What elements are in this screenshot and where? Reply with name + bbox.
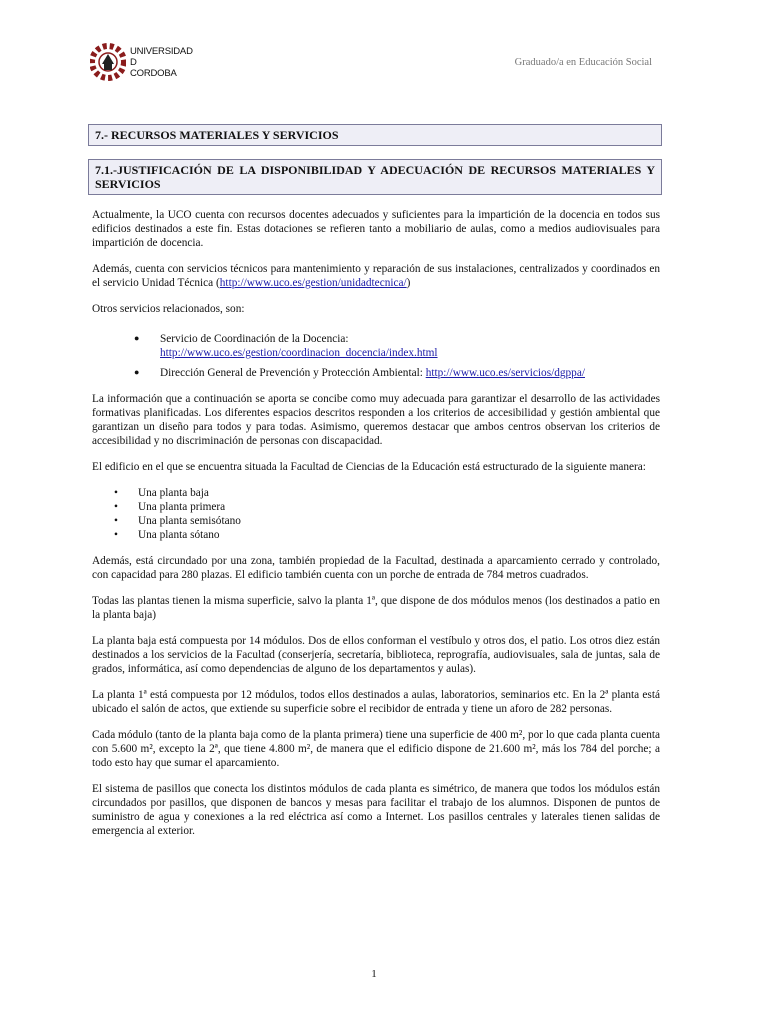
- coordinacion-docencia-link[interactable]: http://www.uco.es/gestion/coordinacion_docencia/index.html: [160, 347, 438, 359]
- paragraph-text-end: ): [406, 277, 411, 289]
- paragraph: Cada módulo (tanto de la planta baja como de la planta primera) tiene una superficie de 400 m², por lo que cada planta cuenta con 5.600 m², excepto la 2ª, que tiene 4.800 m², de manera que el edificio dispone de 21.600 m², más los 784 del porche; a todo esto hay que sumar el aparcamiento.: [92, 729, 661, 769]
- floors-list: [92, 486, 660, 542]
- logo-line-1: UNIVERSIDAD: [130, 45, 193, 57]
- logo-line-2: D: [130, 56, 137, 68]
- paragraph: El sistema de pasillos que conecta los distintos módulos de cada planta es simétrico, de manera que todos los módulos están circundados por pasillos, que disponen de bancos y mesas para facilitar el trabajo de los alumnos. Disponen de puntos de suministro de agua y conexiones a la red eléctrica así como a Internet. Los pasillos centrales y laterales tienen salidas de emergencia al exterior.: [92, 783, 660, 837]
- paragraph: Todas las plantas tienen la misma superficie, salvo la planta 1ª, que dispone de dos módulos menos (los destinados a patio en la planta baja): [92, 595, 660, 621]
- paragraph: El edificio en el que se encuentra situada la Facultad de Ciencias de la Educación está estructurado de la siguiente manera:: [92, 461, 646, 473]
- service-label: Dirección General de Prevención y Protección Ambiental:: [160, 367, 426, 379]
- dgppa-link[interactable]: http://www.uco.es/servicios/dgppa/: [425, 367, 585, 379]
- paragraph: [92, 262, 660, 290]
- list-item: • Una planta baja: [92, 486, 660, 500]
- document-body: [92, 208, 660, 850]
- paragraph: La información que a continuación se aporta se concibe como muy adecuada para garantizar el desarrollo de las actividades formativas planificadas. Los diferentes espacios descritos responden a los criterios de accesibilidad y gestión ambiental que garantizan un diseño para todos y para todas. Asimismo, queremos destacar que ambos centros observan los criterios de accesibilidad y no discriminación de personas con discapacidad.: [92, 393, 660, 447]
- section-title: 7.- RECURSOS MATERIALES Y SERVICIOS: [88, 124, 662, 146]
- paragraph: La planta 1ª está compuesta por 12 módulos, todos ellos destinados a aulas, laboratorios, seminarios etc. En la 2ª planta está ubicado el salón de actos, que extiende su superficie sobre el recibidor de entrada y tiene un aforo de 282 personas.: [92, 689, 660, 715]
- paragraph: Además, está circundado por una zona, también propiedad de la Facultad, destinada a aparcamiento cerrado y controlado, con capacidad para 280 plazas. El edificio también cuenta con un porche de entrada de 784 metros cuadrados.: [92, 555, 660, 581]
- unidad-tecnica-link[interactable]: http://www.uco.es/gestion/unidadtecnica/: [219, 277, 407, 289]
- logo-line-3: CORDOBA: [130, 67, 177, 79]
- list-item: • Una planta primera: [92, 500, 660, 514]
- paragraph: Otros servicios relacionados, son:: [92, 303, 245, 315]
- section-subtitle: 7.1.-JUSTIFICACIÓN DE LA DISPONIBILIDAD Y ADECUACIÓN DE RECURSOS MATERIALES Y SERVICIOS: [88, 159, 662, 195]
- list-item: [92, 332, 660, 360]
- paragraph: Actualmente, la UCO cuenta con recursos docentes adecuados y suficientes para la impartición de la docencia en todos sus edificios destinados a este fin. Estas dotaciones se refieren tanto a mobiliario de aulas, como a medios audiovisuales para impartición de docencia.: [92, 209, 660, 249]
- services-list: [92, 332, 660, 380]
- university-logo: [90, 38, 200, 86]
- list-item: [92, 366, 660, 380]
- program-name: Graduado/a en Educación Social: [514, 57, 652, 68]
- page-number: 1: [371, 968, 377, 980]
- list-item: • Una planta sótano: [92, 528, 660, 542]
- logo-text: [130, 46, 193, 79]
- paragraph: La planta baja está compuesta por 14 módulos. Dos de ellos conforman el vestíbulo y otros dos, el patio. Los otros diez están destinados a los servicios de la Facultad (conserjería, secretaría, biblioteca, reprografía, audiovisuales, sala de juntas, sala de grados, informática, así como dependencias de alguno de los departamentos y aulas).: [92, 635, 660, 675]
- list-item: • Una planta semisótano: [92, 514, 660, 528]
- paragraph-text: Además, cuenta con servicios técnicos para mantenimiento y reparación de sus instalaciones, centralizados y coordinados en el servicio Unidad Técnica (: [92, 263, 660, 289]
- university-seal-icon: [90, 40, 126, 84]
- service-label: Servicio de Coordinación de la Docencia:: [160, 333, 349, 345]
